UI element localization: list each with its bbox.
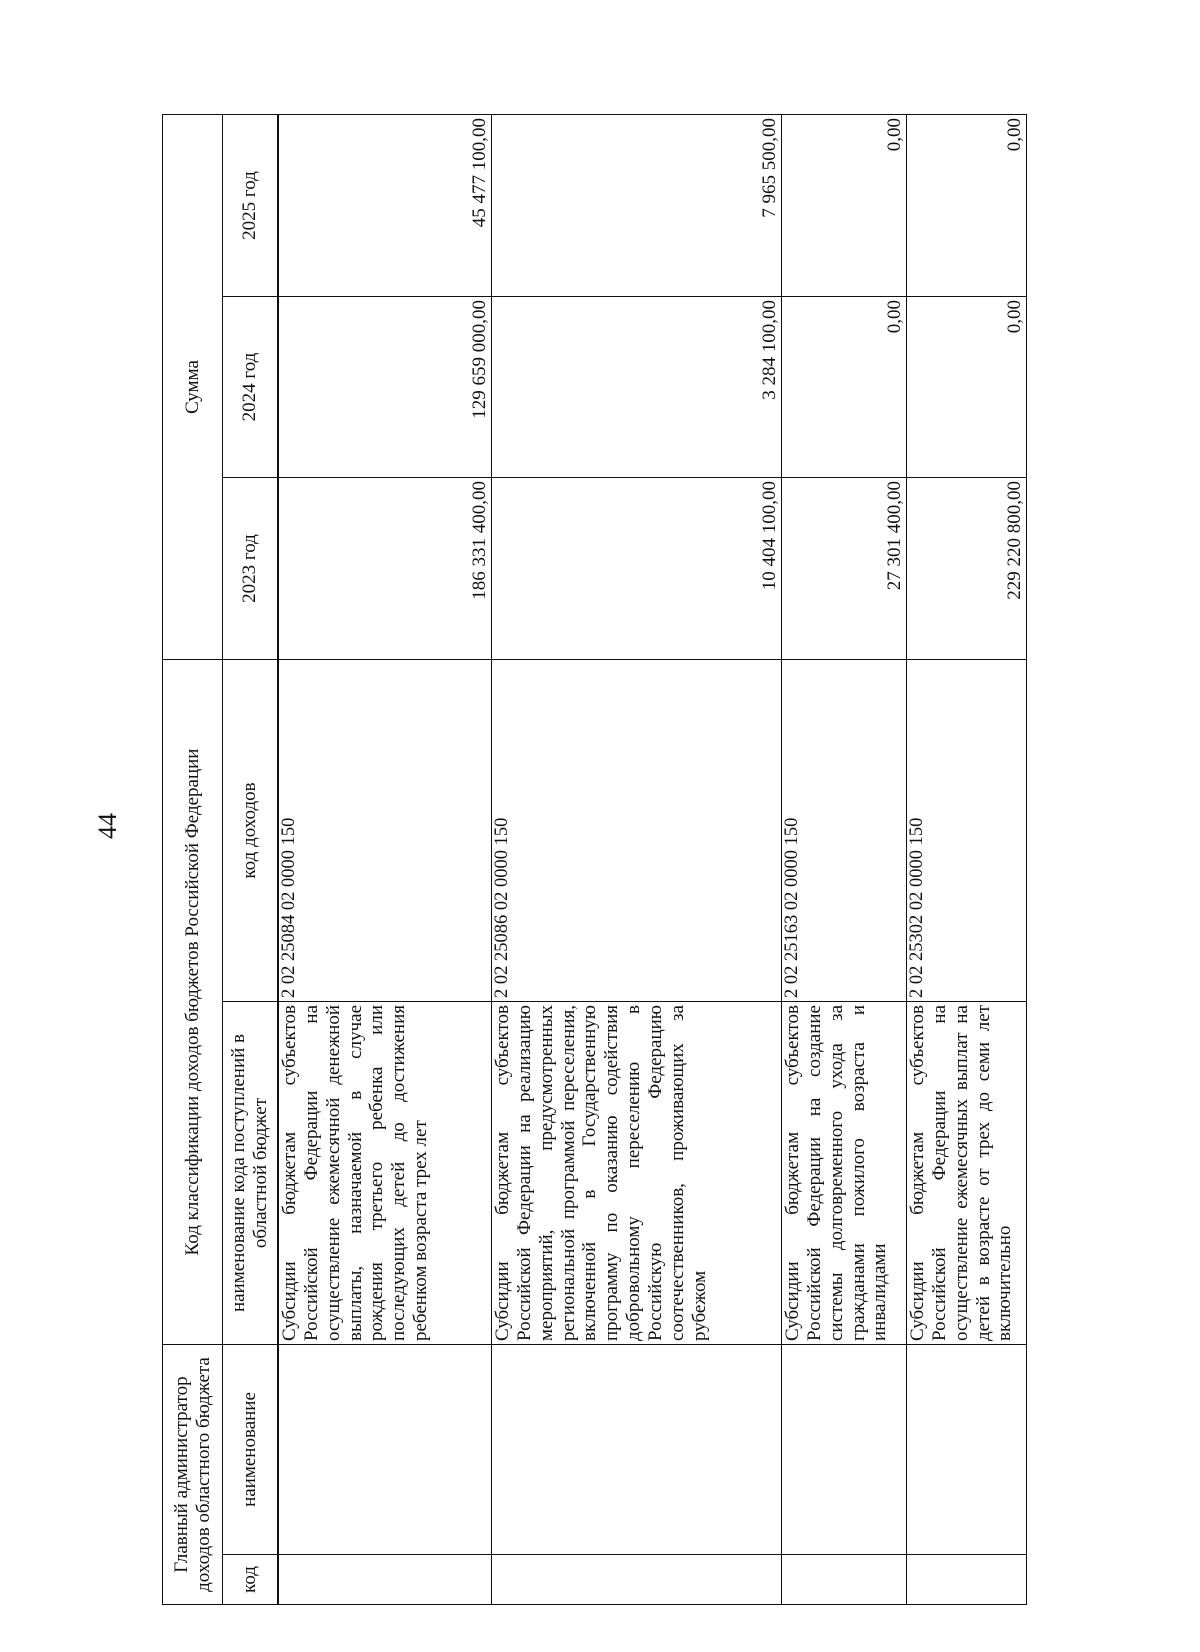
admin-code-header: код <box>223 1555 278 1605</box>
amount-2025-cell: 7 965 500,00 <box>492 114 782 296</box>
admin-name-cell <box>279 1345 492 1555</box>
admin-code-cell <box>782 1555 907 1605</box>
amount-2024-cell: 129 659 000,00 <box>279 297 492 478</box>
admin-group-header: Главный администратор доходов областного бюджета <box>163 1345 223 1605</box>
rotated-sheet <box>162 115 1026 1605</box>
income-name-cell: Субсидии бюджетам субъектов Российской Федерации на реализацию мероприятий, предусмотренных региональной программой переселения, включенной в Государственную программу по оказанию содействия добровольному переселению в Российскую Федерацию соотечественников, проживающих за рубежом <box>492 1002 782 1345</box>
amount-2024-cell: 3 284 100,00 <box>492 297 782 478</box>
year-2023-header: 2023 год <box>223 478 278 660</box>
sum-group-header: Сумма <box>163 114 223 659</box>
income-code-cell: 2 02 25302 02 0000 150 <box>907 660 1027 1002</box>
admin-name-header: наименование <box>223 1345 278 1555</box>
income-code-cell: 2 02 25163 02 0000 150 <box>782 660 907 1002</box>
amount-2023-cell: 10 404 100,00 <box>492 478 782 660</box>
amount-2023-cell: 186 331 400,00 <box>279 478 492 660</box>
admin-code-cell <box>492 1555 782 1605</box>
income-classification-table <box>162 114 1027 1605</box>
admin-name-cell <box>492 1345 782 1555</box>
year-2025-header: 2025 год <box>223 114 278 296</box>
income-code-cell: 2 02 25084 02 0000 150 <box>279 660 492 1002</box>
amount-2024-cell: 0,00 <box>907 297 1027 478</box>
income-name-cell: Субсидии бюджетам субъектов Российской Федерации на создание системы долговременного ухода за гражданами пожилого возраста и инвалидами <box>782 1002 907 1345</box>
classification-group-header: Код классификации доходов бюджетов Российской Федерации <box>163 660 223 1345</box>
table-row <box>907 114 1027 1604</box>
table-row <box>782 114 907 1604</box>
amount-2023-cell: 27 301 400,00 <box>782 478 907 660</box>
admin-code-cell <box>279 1555 492 1605</box>
amount-2025-cell: 45 477 100,00 <box>279 114 492 296</box>
table-row <box>492 114 782 1604</box>
amount-2025-cell: 0,00 <box>907 114 1027 296</box>
income-code-cell: 2 02 25086 02 0000 150 <box>492 660 782 1002</box>
page-number: 44 <box>93 813 122 839</box>
table-row <box>279 114 492 1604</box>
income-name-header: наименование кода поступлений в областной бюджет <box>223 1002 278 1345</box>
amount-2025-cell: 0,00 <box>782 114 907 296</box>
income-name-cell: Субсидии бюджетам субъектов Российской Федерации на осуществление ежемесячных выплат на детей в возрасте от трех до семи лет включительно <box>907 1002 1027 1345</box>
year-2024-header: 2024 год <box>223 297 278 478</box>
income-name-cell: Субсидии бюджетам субъектов Российской Федерации на осуществление ежемесячной денежной выплаты, назначаемой в случае рождения третьего ребенка или последующих детей до достижения ребенком возраста трех лет <box>279 1002 492 1345</box>
amount-2023-cell: 229 220 800,00 <box>907 478 1027 660</box>
admin-name-cell <box>907 1345 1027 1555</box>
income-code-header: код доходов <box>223 660 278 1002</box>
admin-name-cell <box>782 1345 907 1555</box>
amount-2024-cell: 0,00 <box>782 297 907 478</box>
admin-code-cell <box>907 1555 1027 1605</box>
